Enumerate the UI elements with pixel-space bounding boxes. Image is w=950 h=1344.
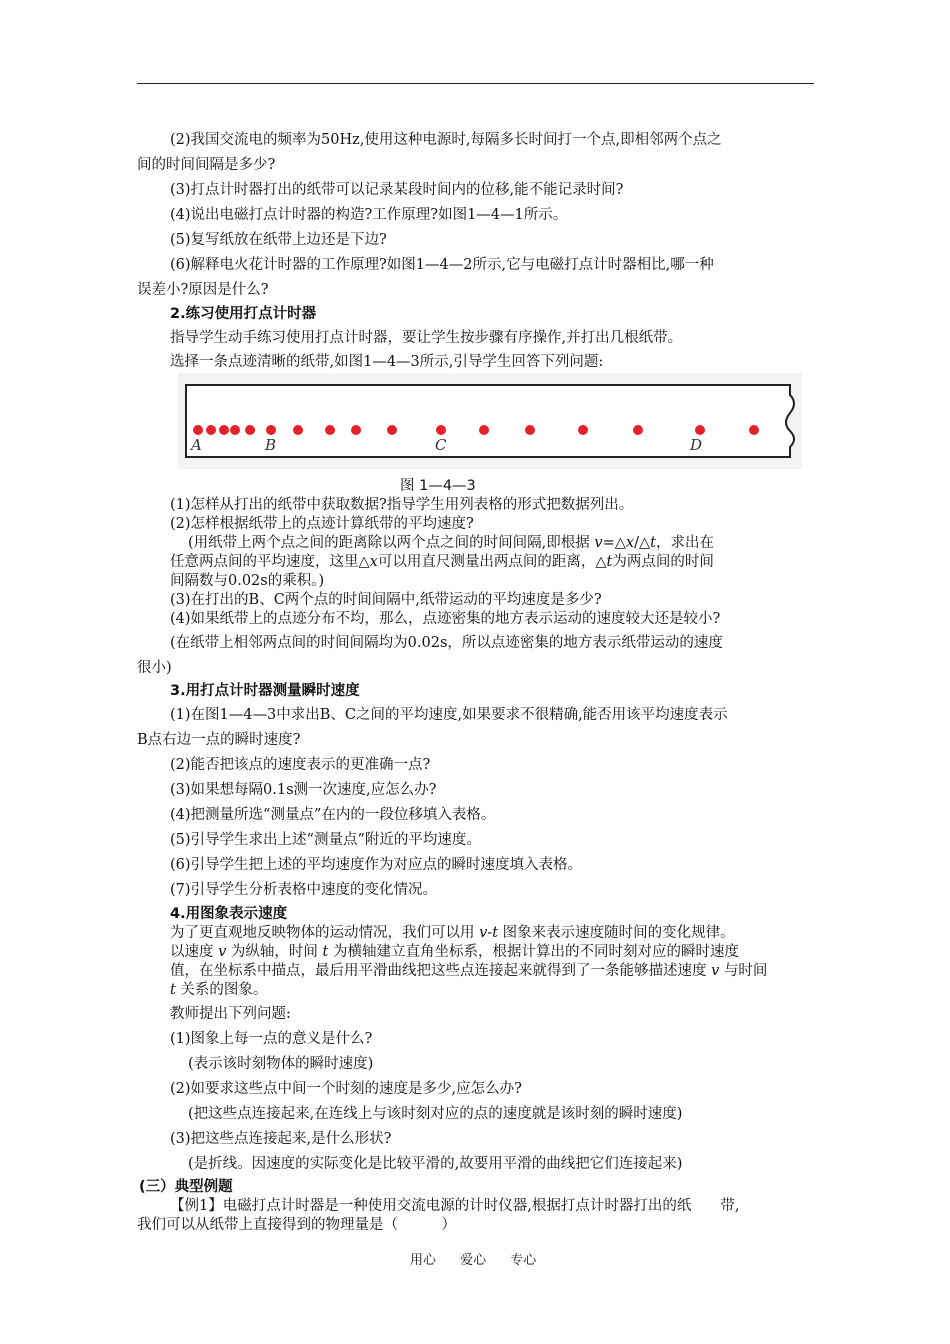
question-2-line-2: 间的时间间隔是多少?: [137, 157, 276, 173]
tape-dot: [293, 425, 303, 435]
label-d: D: [690, 436, 703, 454]
paper-tape: [186, 385, 794, 457]
tape-dot: [351, 425, 361, 435]
tape-dot: [230, 425, 240, 435]
followup-3: (3)在打出的B、C两个点的时间间隔中,纸带运动的平均速度是多少?: [170, 592, 602, 608]
section-2-title: 2.练习使用打点计时器: [170, 306, 317, 322]
tape-dot: [479, 425, 489, 435]
section-3-question-6: (6)引导学生把上述的平均速度作为对应点的瞬时速度填入表格。: [170, 857, 583, 873]
label-a: A: [191, 436, 202, 454]
question-3: (3)打点计时器打出的纸带可以记录某段时间内的位移,能不能记录时间?: [170, 182, 624, 198]
question-4: (4)说出电磁打点计时器的构造?工作原理?如图1—4—1所示。: [170, 207, 568, 223]
section-3-question-3: (3)如果想每隔0.1s测一次速度,应怎么办?: [170, 782, 437, 798]
section-4-question-3: (3)把这些点连接起来,是什么形状?: [170, 1131, 392, 1147]
followup-4-answer-line-2: 很小): [137, 660, 172, 676]
question-2-line-1: (2)我国交流电的频率为50Hz,使用这种电源时,每隔多长时间打一个点,即相邻两个点之: [170, 132, 722, 148]
followup-2-explanation-line-2: 任意两点间的平均速度，这里△x可以用直尺测量出两点间的距离，△t为两点间的时间: [170, 554, 714, 570]
example-1-line-1: 【例1】电磁打点计时器是一种使用交流电源的计时仪器,根据打点计时器打出的纸 带,: [170, 1198, 740, 1214]
header-rule: [137, 83, 814, 84]
section-3-question-4: (4)把测量所选“测量点”在内的一段位移填入表格。: [170, 807, 496, 823]
section-4-question-1: (1)图象上每一点的意义是什么?: [170, 1031, 373, 1047]
tape-dot: [266, 425, 276, 435]
label-b: B: [265, 436, 277, 454]
tape-dot: [436, 425, 446, 435]
followup-1: (1)怎样从打出的纸带中获取数据?指导学生用列表格的形式把数据列出。: [170, 497, 634, 513]
section-4-answer-1: (表示该时刻物体的瞬时速度): [188, 1056, 374, 1072]
page-footer: 用心 爱心 专心: [410, 1253, 537, 1268]
followup-4: (4)如果纸带上的点迹分布不均，那么，点迹密集的地方表示运动的速度较大还是较小?: [170, 611, 721, 627]
tape-dot: [633, 425, 643, 435]
followup-2-explanation-line-3: 间隔数与0.02s的乘积。): [170, 573, 325, 589]
section-2-paragraph-1: 指导学生动手练习使用打点计时器，要让学生按步骤有序操作,并打出几根纸带。: [170, 330, 683, 346]
tape-dot: [245, 425, 255, 435]
tape-dot: [695, 425, 705, 435]
followup-2-explanation-line-1: (用纸带上两个点之间的距离除以两个点之间的时间间隔,即根据 v=△x/△t，求出在: [188, 535, 714, 551]
section-4-answer-3: (是折线。因速度的实际变化是比较平滑的,故要用平滑的曲线把它们连接起来): [188, 1156, 683, 1172]
figure-caption: 图 1—4—3: [400, 478, 476, 494]
tape-dot: [219, 425, 229, 435]
ticker-tape-figure: [178, 373, 802, 469]
section-4-title: 4.用图象表示速度: [170, 906, 288, 922]
question-6-line-1: (6)解释电火花计时器的工作原理?如图1—4—2所示,它与电磁打点计时器相比,哪一种: [170, 257, 714, 273]
section-4-answer-2: (把这些点连接起来,在连线上与该时刻对应的点的速度就是该时刻的瞬时速度): [188, 1106, 683, 1122]
label-c: C: [435, 436, 447, 454]
tape-dot: [206, 425, 216, 435]
tape-dot: [193, 425, 203, 435]
section-3-question-5: (5)引导学生求出上述“测量点”附近的平均速度。: [170, 832, 481, 848]
tape-dot: [325, 425, 335, 435]
section-3-question-2: (2)能否把该点的速度表示的更准确一点?: [170, 757, 431, 773]
section-4-paragraph-line-3: 值，在坐标系中描点，最后用平滑曲线把这些点连接起来就得到了一条能够描述速度 v 与时间: [170, 963, 768, 979]
section-4-paragraph-line-1: 为了更直观地反映物体的运动情况，我们可以用 v-t 图象来表示速度随时间的变化规律。: [170, 925, 735, 941]
teacher-prompt: 教师提出下列问题:: [170, 1006, 291, 1022]
section-3-question-1-line-1: (1)在图1—4—3中求出B、C之间的平均速度,如果要求不很精确,能否用该平均速度表示: [170, 707, 728, 723]
section-3-question-7: (7)引导学生分析表格中速度的变化情况。: [170, 882, 438, 898]
section-4-paragraph-line-2: 以速度 v 为纵轴，时间 t 为横轴建立直角坐标系，根据计算出的不同时刻对应的瞬时速度: [170, 944, 739, 960]
section-2-paragraph-2: 选择一条点迹清晰的纸带,如图1—4—3所示,引导学生回答下列问题:: [170, 354, 604, 370]
question-6-line-2: 误差小?原因是什么?: [137, 282, 269, 298]
section-4-paragraph-line-4: t 关系的图象。: [170, 982, 268, 998]
question-5: (5)复写纸放在纸带上边还是下边?: [170, 232, 387, 248]
section-4-question-2: (2)如要求这些点中间一个时刻的速度是多少,应怎么办?: [170, 1081, 522, 1097]
tape-dot: [525, 425, 535, 435]
tape-dot: [387, 425, 397, 435]
followup-2: (2)怎样根据纸带上的点迹计算纸带的平均速度?: [170, 516, 474, 532]
section-3-title: 3.用打点计时器测量瞬时速度: [170, 683, 360, 699]
section-3-question-1-line-2: B点右边一点的瞬时速度?: [137, 732, 301, 748]
example-1-line-2: 我们可以从纸带上直接得到的物理量是（ ）: [137, 1217, 456, 1233]
typical-examples-title: (三）典型例题: [139, 1179, 233, 1195]
tape-dot: [578, 425, 588, 435]
tape-dot: [749, 425, 759, 435]
followup-4-answer-line-1: (在纸带上相邻两点间的时间间隔均为0.02s，所以点迹密集的地方表示纸带运动的速度: [170, 635, 723, 651]
